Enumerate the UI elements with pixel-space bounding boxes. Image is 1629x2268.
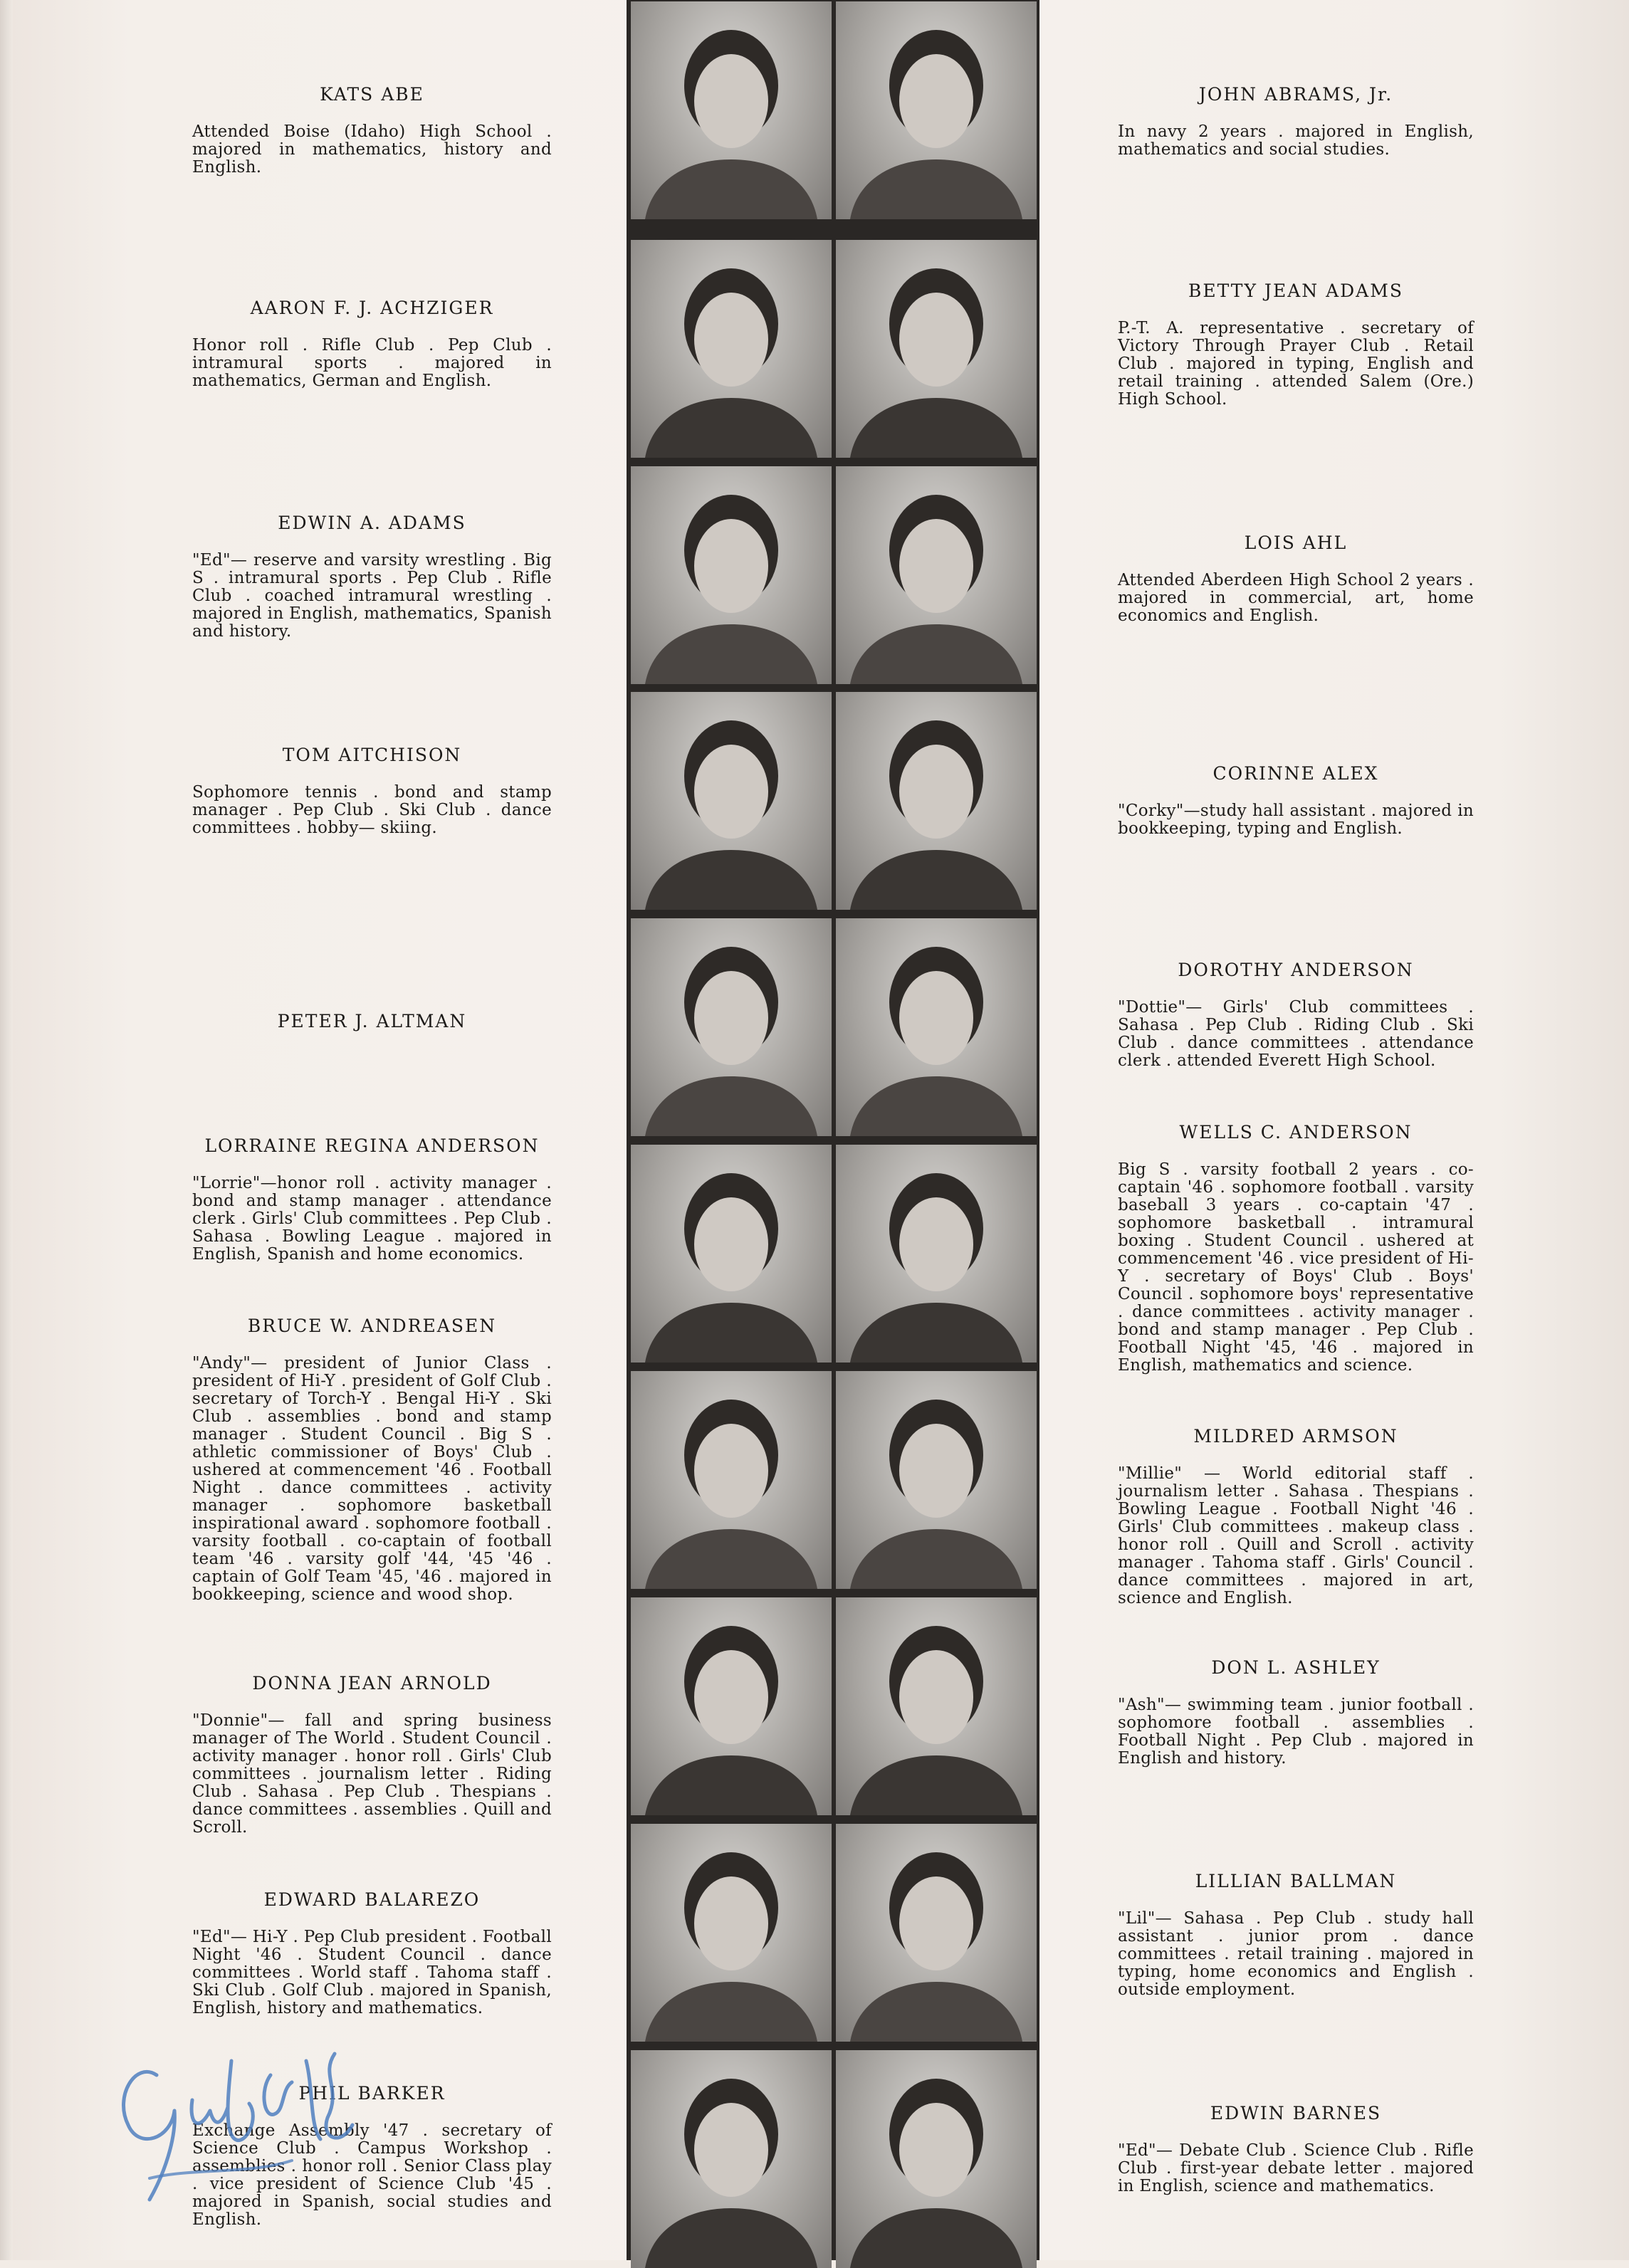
student-name: AARON F. J. ACHZIGER: [250, 298, 494, 318]
entry-phil-barker: [192, 2084, 552, 2229]
student-name: WELLS C. ANDERSON: [1179, 1122, 1413, 1143]
student-name: PHIL BARKER: [298, 2083, 446, 2104]
entry-corinne-alex: [1118, 765, 1474, 838]
student-bio: "Andy"— president of Junior Class . president of Hi-Y . president of Golf Club . secretary of Torch-Y . Bengal Hi-Y . Ski Club . assemblies . bond and stamp manager . Student Council . Big S . athletic commissioner of Boys' Club . ushered at commencement '46 . Football Night . dance committees . activity manager . sophomore basketball inspirational award . sophomore football . varsity football . co-captain of football team '46 . varsity golf '44, '45 '46 . captain of Golf Team '45, '46 . majored in bookkeeping, science and wood shop.: [192, 1354, 552, 1604]
page-edge: [0, 0, 13, 2260]
entry-dorothy-anderson: [1118, 961, 1474, 1070]
entry-betty-adams: [1118, 282, 1474, 409]
entry-lois-ahl: [1118, 534, 1474, 625]
portrait-lois-ahl: [836, 466, 1037, 684]
student-bio: "Ed"— Hi-Y . Pep Club president . Football Night '46 . Student Council . dance committees . World staff . Tahoma staff . Ski Club . Golf Club . majored in Spanish, English, history and mathematics.: [192, 1928, 552, 2017]
entry-tom-aitchison: [192, 746, 552, 837]
portrait-edward-balarezo: [631, 1824, 832, 2042]
student-name: BRUCE W. ANDREASEN: [247, 1316, 497, 1336]
student-name: LILLIAN BALLMAN: [1195, 1871, 1397, 1891]
entry-aaron-achziger: [192, 299, 552, 390]
student-bio: Sophomore tennis . bond and stamp manager . Pep Club . Ski Club . dance committees . hobby— skiing.: [192, 783, 552, 837]
student-name: DON L. ASHLEY: [1211, 1657, 1381, 1678]
entry-edward-balarezo: [192, 1891, 552, 2017]
portrait-edwin-adams: [631, 466, 832, 684]
student-bio: "Ash"— swimming team . junior football . sophomore football . assemblies . Football Night . Pep Club . majored in English and history.: [1118, 1696, 1474, 1768]
portrait-donna-arnold: [631, 1597, 832, 1815]
student-name: TOM AITCHISON: [282, 745, 462, 765]
student-bio: In navy 2 years . majored in English, mathematics and social studies.: [1118, 122, 1474, 159]
portrait-betty-adams: [836, 240, 1037, 458]
student-name: BETTY JEAN ADAMS: [1188, 280, 1403, 301]
student-bio: Attended Aberdeen High School 2 years . majored in commercial, art, home economics and English.: [1118, 571, 1474, 625]
portrait-phil-barker: [631, 2050, 832, 2268]
portrait-edwin-barnes: [836, 2050, 1037, 2268]
portrait-aaron-achziger: [631, 240, 832, 458]
portrait-corinne-alex: [836, 692, 1037, 910]
portrait-john-abrams: [836, 1, 1037, 219]
student-bio: P.-T. A. representative . secretary of Victory Through Prayer Club . Retail Club . majored in typing, English and retail training . attended Salem (Ore.) High School.: [1118, 319, 1474, 409]
student-name: LORRAINE REGINA ANDERSON: [204, 1135, 540, 1156]
entry-mildred-armson: [1118, 1427, 1474, 1607]
portrait-wells-anderson: [836, 1145, 1037, 1363]
student-name: KATS ABE: [320, 84, 424, 105]
portrait-kats-abe: [631, 1, 832, 219]
student-name: PETER J. ALTMAN: [277, 1011, 467, 1031]
entry-donna-arnold: [192, 1674, 552, 1837]
student-bio: Big S . varsity football 2 years . co-captain '46 . sophomore football . varsity baseball 3 years . co-captain '47 . sophomore basketball . intramural boxing . Student Council . ushered at commencement '46 . vice president of Hi-Y . secretary of Boys' Club . Boys' Council . sophomore boys' representative . dance committees . activity manager . bond and stamp manager . Pep Club . Football Night '45, '46 . majored in English, mathematics and science.: [1118, 1160, 1474, 1375]
student-name: EDWARD BALAREZO: [263, 1889, 481, 1910]
entry-peter-altman: [192, 1012, 552, 1050]
student-name: MILDRED ARMSON: [1193, 1426, 1398, 1447]
student-name: EDWIN A. ADAMS: [278, 513, 466, 533]
portrait-don-ashley: [836, 1597, 1037, 1815]
student-name: DONNA JEAN ARNOLD: [252, 1673, 492, 1694]
student-bio: Attended Boise (Idaho) High School . majored in mathematics, history and English.: [192, 122, 552, 177]
entry-john-abrams: [1118, 85, 1474, 159]
student-name: EDWIN BARNES: [1210, 2103, 1382, 2123]
student-name: DOROTHY ANDERSON: [1178, 960, 1414, 980]
student-bio: "Lil"— Sahasa . Pep Club . study hall assistant . junior prom . dance committees . retail training . majored in typing, home economics and English . outside employment.: [1118, 1909, 1474, 1999]
student-name: CORINNE ALEX: [1212, 763, 1379, 784]
entry-wells-anderson: [1118, 1123, 1474, 1375]
entry-don-ashley: [1118, 1659, 1474, 1768]
student-bio: "Corky"—study hall assistant . majored in bookkeeping, typing and English.: [1118, 802, 1474, 838]
student-name: LOIS AHL: [1244, 532, 1348, 553]
portrait-mildred-armson: [836, 1371, 1037, 1589]
portrait-bruce-andreasen: [631, 1371, 832, 1589]
portrait-lillian-ballman: [836, 1824, 1037, 2042]
student-bio: "Donnie"— fall and spring business manager of The World . Student Council . activity manager . honor roll . Girls' Club committees . journalism letter . Riding Club . Sahasa . Pep Club . Thespians . dance committees . assemblies . Quill and Scroll.: [192, 1711, 552, 1837]
portrait-tom-aitchison: [631, 692, 832, 910]
entry-lillian-ballman: [1118, 1872, 1474, 1999]
student-bio: "Millie" — World editorial staff . journalism letter . Sahasa . Thespians . Bowling League . Football Night '46 . Girls' Club committees . makeup class . honor roll . Quill and Scroll . activity manager . Tahoma staff . Girls' Council . dance committees . majored in art, science and English.: [1118, 1464, 1474, 1607]
entry-bruce-andreasen: [192, 1317, 552, 1604]
student-bio: Honor roll . Rifle Club . Pep Club . intramural sports . majored in mathematics, German and English.: [192, 336, 552, 390]
portrait-peter-altman: [631, 918, 832, 1136]
student-bio: "Ed"— reserve and varsity wrestling . Big S . intramural sports . Pep Club . Rifle Club . coached intramural wrestling . majored in English, mathematics, Spanish and history.: [192, 551, 552, 641]
student-name: JOHN ABRAMS, Jr.: [1198, 84, 1393, 105]
portrait-dorothy-anderson: [836, 918, 1037, 1136]
entry-kats-abe: [192, 85, 552, 177]
student-bio: "Lorrie"—honor roll . activity manager . bond and stamp manager . attendance clerk . Girls' Club committees . Pep Club . Sahasa . Bowling League . majored in English, Spanish and home economics.: [192, 1174, 552, 1264]
student-bio: Exchange Assembly '47 . secretary of Science Club . Campus Workshop . assemblies . honor roll . Senior Class play . vice president of Science Club '45 . majored in Spanish, social studies and English.: [192, 2121, 552, 2229]
entry-edwin-barnes: [1118, 2104, 1474, 2195]
entry-edwin-adams: [192, 514, 552, 641]
portrait-lorraine-anderson: [631, 1145, 832, 1363]
entry-lorraine-anderson: [192, 1137, 552, 1264]
student-bio: "Ed"— Debate Club . Science Club . Rifle Club . first-year debate letter . majored in English, science and mathematics.: [1118, 2141, 1474, 2195]
student-bio: "Dottie"— Girls' Club committees . Sahasa . Pep Club . Riding Club . Ski Club . dance committees . attendance clerk . attended Everett High School.: [1118, 998, 1474, 1070]
